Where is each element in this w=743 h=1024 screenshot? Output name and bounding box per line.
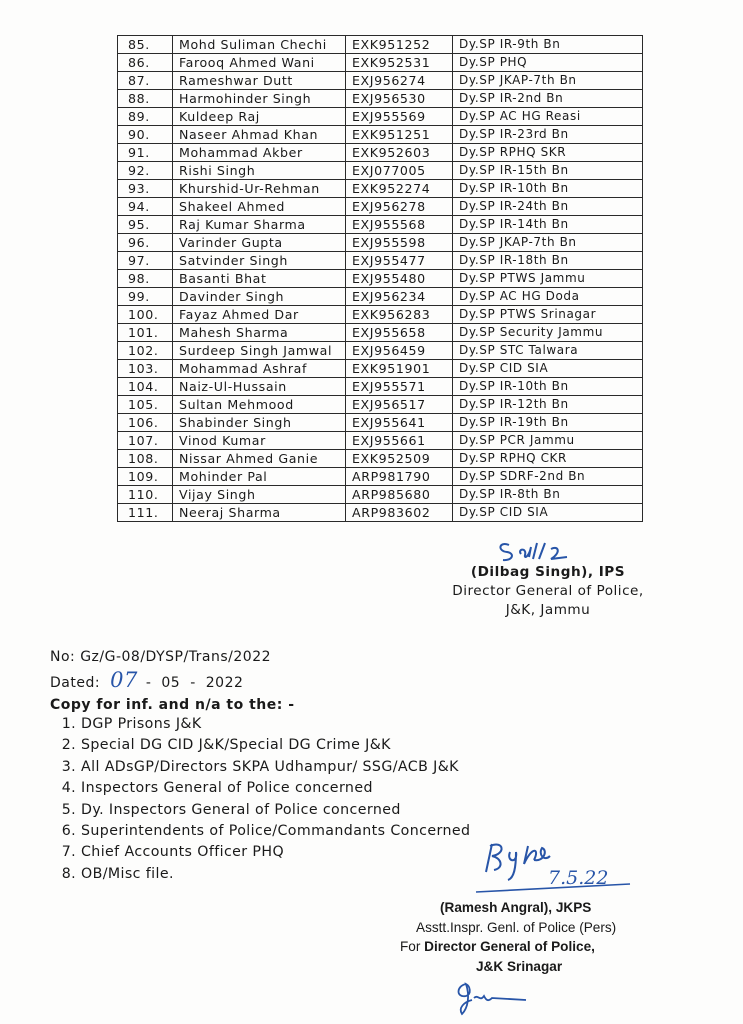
officer-number-cell: EXK952603 (346, 144, 453, 162)
table-row (118, 432, 643, 450)
officer-number-cell: EXJ955571 (346, 378, 453, 396)
serial-number-cell: 108. (118, 450, 173, 468)
officer-name-cell: Raj Kumar Sharma (173, 216, 346, 234)
dgp-designation: Director General of Police, (452, 583, 644, 599)
officer-number-cell: EXK951252 (346, 36, 453, 54)
officer-name-cell: Fayaz Ahmed Dar (173, 306, 346, 324)
serial-number-cell: 100. (118, 306, 173, 324)
serial-number-cell: 86. (118, 54, 173, 72)
officer-name-cell: Mahesh Sharma (173, 324, 346, 342)
posting-cell: Dy.SP RPHQ CKR (453, 450, 643, 468)
posting-cell: Dy.SP IR-14th Bn (453, 216, 643, 234)
officer-number-cell: EXJ955568 (346, 216, 453, 234)
serial-number-cell: 103. (118, 360, 173, 378)
aigp-place: J&K Srinagar (476, 958, 563, 974)
officer-number-cell: ARP983602 (346, 504, 453, 522)
officer-number-cell: EXJ955477 (346, 252, 453, 270)
officer-number-cell: EXJ955480 (346, 270, 453, 288)
roster-table (117, 35, 643, 522)
table-row (118, 360, 643, 378)
table-row (118, 198, 643, 216)
aigp-signature-block (400, 898, 650, 976)
officer-name-cell: Varinder Gupta (173, 234, 346, 252)
serial-number-cell: 106. (118, 414, 173, 432)
officer-number-cell: EXJ955569 (346, 108, 453, 126)
posting-cell: Dy.SP PTWS Jammu (453, 270, 643, 288)
copy-recipient-item: 1. DGP Prisons J&K (81, 714, 470, 735)
handwritten-initials-bottom (452, 978, 532, 1018)
officer-name-cell: Davinder Singh (173, 288, 346, 306)
table-row (118, 288, 643, 306)
dated-day: 07 (110, 668, 138, 692)
posting-cell: Dy.SP IR-9th Bn (453, 36, 643, 54)
officer-number-cell: EXJ956274 (346, 72, 453, 90)
serial-number-cell: 102. (118, 342, 173, 360)
serial-number-cell: 97. (118, 252, 173, 270)
serial-number-cell: 92. (118, 162, 173, 180)
officer-name-cell: Satvinder Singh (173, 252, 346, 270)
officer-number-cell: EXK952274 (346, 180, 453, 198)
posting-cell: Dy.SP RPHQ SKR (453, 144, 643, 162)
officer-number-cell: EXJ956278 (346, 198, 453, 216)
posting-cell: Dy.SP IR-24th Bn (453, 198, 643, 216)
aigp-name: (Ramesh Angral), JKPS (440, 900, 592, 915)
table-row (118, 180, 643, 198)
officer-number-cell: EXK951901 (346, 360, 453, 378)
serial-number-cell: 91. (118, 144, 173, 162)
officer-number-cell: EXJ955661 (346, 432, 453, 450)
serial-number-cell: 98. (118, 270, 173, 288)
officer-name-cell: Shakeel Ahmed (173, 198, 346, 216)
posting-cell: Dy.SP IR-15th Bn (453, 162, 643, 180)
posting-cell: Dy.SP Security Jammu (453, 324, 643, 342)
aigp-for-line (400, 937, 650, 957)
officer-number-cell: EXJ956530 (346, 90, 453, 108)
officer-name-cell: Neeraj Sharma (173, 504, 346, 522)
dated-year: 2022 (205, 675, 244, 691)
dated-sep-1: - (145, 675, 152, 691)
officer-name-cell: Naseer Ahmad Khan (173, 126, 346, 144)
officer-name-cell: Naiz-Ul-Hussain (173, 378, 346, 396)
copy-recipient-list (60, 714, 470, 885)
posting-cell: Dy.SP AC HG Doda (453, 288, 643, 306)
serial-number-cell: 109. (118, 468, 173, 486)
copy-recipient-item: 4. Inspectors General of Police concerned (81, 778, 470, 799)
reference-number: No: Gz/G-08/DYSP/Trans/2022 (50, 649, 272, 665)
dgp-signature-block (428, 563, 668, 620)
copy-recipient-item: 6. Superintendents of Police/Commandants Concerned (81, 821, 470, 842)
posting-cell: Dy.SP CID SIA (453, 504, 643, 522)
officer-name-cell: Kuldeep Raj (173, 108, 346, 126)
table-row (118, 504, 643, 522)
table-row (118, 54, 643, 72)
serial-number-cell: 90. (118, 126, 173, 144)
serial-number-cell: 104. (118, 378, 173, 396)
posting-cell: Dy.SP IR-23rd Bn (453, 126, 643, 144)
officer-number-cell: EXJ077005 (346, 162, 453, 180)
serial-number-cell: 111. (118, 504, 173, 522)
posting-cell: Dy.SP STC Talwara (453, 342, 643, 360)
table-row (118, 324, 643, 342)
serial-number-cell: 96. (118, 234, 173, 252)
serial-number-cell: 94. (118, 198, 173, 216)
officer-transfer-table (117, 35, 643, 522)
officer-name-cell: Mohammad Akber (173, 144, 346, 162)
table-row (118, 216, 643, 234)
officer-name-cell: Basanti Bhat (173, 270, 346, 288)
serial-number-cell: 87. (118, 72, 173, 90)
officer-name-cell: Mohinder Pal (173, 468, 346, 486)
reference-date (50, 668, 253, 692)
table-row (118, 486, 643, 504)
for-prefix: For (400, 939, 421, 954)
officer-name-cell: Mohammad Ashraf (173, 360, 346, 378)
serial-number-cell: 95. (118, 216, 173, 234)
posting-cell: Dy.SP IR-12th Bn (453, 396, 643, 414)
serial-number-cell: 93. (118, 180, 173, 198)
officer-number-cell: EXK951251 (346, 126, 453, 144)
officer-number-cell: EXK956283 (346, 306, 453, 324)
officer-name-cell: Vinod Kumar (173, 432, 346, 450)
handwritten-signature-dgp (495, 537, 575, 565)
officer-number-cell: ARP981790 (346, 468, 453, 486)
officer-number-cell: EXJ955598 (346, 234, 453, 252)
table-row (118, 144, 643, 162)
officer-number-cell: EXK952531 (346, 54, 453, 72)
table-row (118, 396, 643, 414)
dated-label: Dated: (50, 675, 101, 691)
officer-name-cell: Shabinder Singh (173, 414, 346, 432)
table-row (118, 378, 643, 396)
posting-cell: Dy.SP JKAP-7th Bn (453, 234, 643, 252)
officer-name-cell: Surdeep Singh Jamwal (173, 342, 346, 360)
table-row (118, 162, 643, 180)
posting-cell: Dy.SP SDRF-2nd Bn (453, 468, 643, 486)
copy-recipient-item: 3. All ADsGP/Directors SKPA Udhampur/ SSG/ACB J&K (81, 757, 470, 778)
table-row (118, 90, 643, 108)
dated-month: 05 (161, 675, 181, 691)
serial-number-cell: 85. (118, 36, 173, 54)
posting-cell: Dy.SP IR-18th Bn (453, 252, 643, 270)
copy-recipient-item: 5. Dy. Inspectors General of Police concerned (81, 800, 470, 821)
table-row (118, 126, 643, 144)
copy-recipient-item: 2. Special DG CID J&K/Special DG Crime J&K (81, 735, 470, 756)
copy-heading: Copy for inf. and n/a to the: - (50, 697, 295, 713)
table-row (118, 108, 643, 126)
for-office: Director General of Police, (424, 939, 595, 954)
officer-number-cell: EXJ956459 (346, 342, 453, 360)
officer-name-cell: Harmohinder Singh (173, 90, 346, 108)
posting-cell: Dy.SP IR-10th Bn (453, 378, 643, 396)
posting-cell: Dy.SP JKAP-7th Bn (453, 72, 643, 90)
officer-name-cell: Vijay Singh (173, 486, 346, 504)
officer-number-cell: EXJ956517 (346, 396, 453, 414)
officer-number-cell: EXK952509 (346, 450, 453, 468)
table-row (118, 234, 643, 252)
serial-number-cell: 105. (118, 396, 173, 414)
handwritten-initials-aigp (470, 838, 640, 900)
serial-number-cell: 88. (118, 90, 173, 108)
officer-name-cell: Khurshid-Ur-Rehman (173, 180, 346, 198)
serial-number-cell: 110. (118, 486, 173, 504)
table-row (118, 414, 643, 432)
aigp-designation: Asstt.Inspr. Genl. of Police (Pers) (416, 919, 617, 935)
officer-number-cell: EXJ955641 (346, 414, 453, 432)
posting-cell: Dy.SP IR-19th Bn (453, 414, 643, 432)
table-row (118, 72, 643, 90)
officer-name-cell: Farooq Ahmed Wani (173, 54, 346, 72)
officer-number-cell: ARP985680 (346, 486, 453, 504)
posting-cell: Dy.SP AC HG Reasi (453, 108, 643, 126)
posting-cell: Dy.SP IR-8th Bn (453, 486, 643, 504)
officer-name-cell: Nissar Ahmed Ganie (173, 450, 346, 468)
table-row (118, 468, 643, 486)
dgp-place: J&K, Jammu (505, 602, 591, 618)
table-row (118, 306, 643, 324)
copy-recipient-item: 7. Chief Accounts Officer PHQ (81, 842, 470, 863)
officer-name-cell: Mohd Suliman Chechi (173, 36, 346, 54)
posting-cell: Dy.SP PHQ (453, 54, 643, 72)
officer-name-cell: Rishi Singh (173, 162, 346, 180)
table-row (118, 342, 643, 360)
posting-cell: Dy.SP PCR Jammu (453, 432, 643, 450)
dgp-name: (Dilbag Singh), IPS (470, 564, 626, 580)
copy-recipient-item: 8. OB/Misc file. (81, 864, 470, 885)
posting-cell: Dy.SP CID SIA (453, 360, 643, 378)
serial-number-cell: 101. (118, 324, 173, 342)
table-row (118, 36, 643, 54)
officer-name-cell: Sultan Mehmood (173, 396, 346, 414)
dated-sep-2: - (190, 675, 196, 691)
table-row (118, 450, 643, 468)
officer-name-cell: Rameshwar Dutt (173, 72, 346, 90)
posting-cell: Dy.SP PTWS Srinagar (453, 306, 643, 324)
officer-number-cell: EXJ956234 (346, 288, 453, 306)
table-row (118, 270, 643, 288)
serial-number-cell: 99. (118, 288, 173, 306)
table-row (118, 252, 643, 270)
serial-number-cell: 89. (118, 108, 173, 126)
roster-body (118, 36, 643, 522)
posting-cell: Dy.SP IR-2nd Bn (453, 90, 643, 108)
handwritten-date: 7.5.22 (548, 867, 609, 889)
posting-cell: Dy.SP IR-10th Bn (453, 180, 643, 198)
officer-number-cell: EXJ955658 (346, 324, 453, 342)
serial-number-cell: 107. (118, 432, 173, 450)
